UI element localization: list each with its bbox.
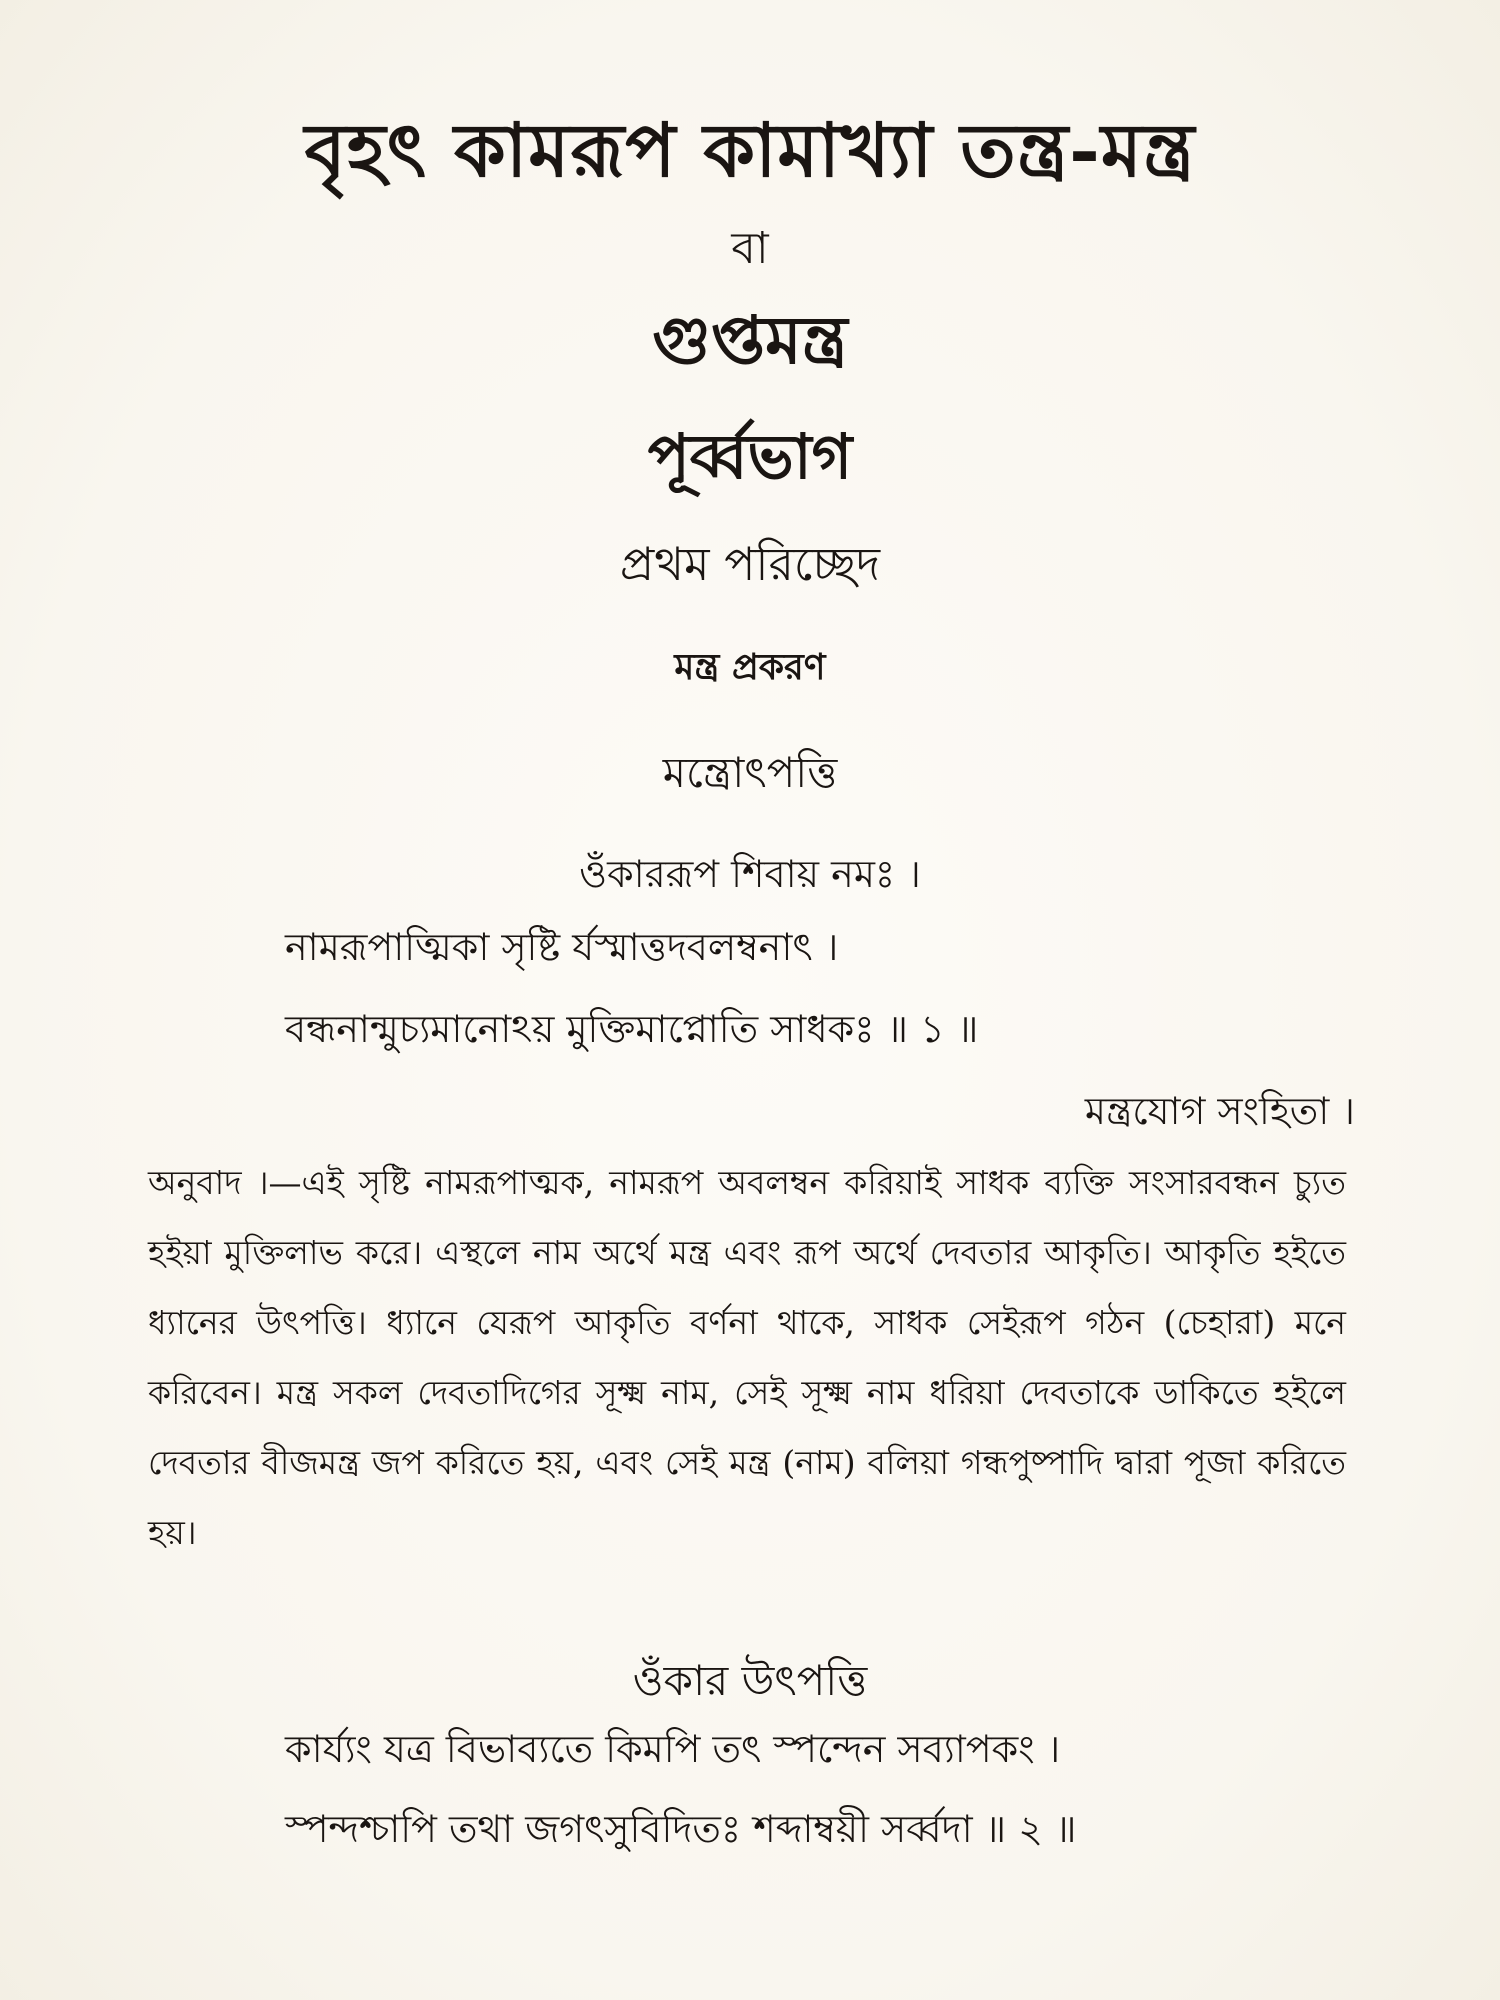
book-subtitle: গুপ্তমন্ত্র [652, 301, 848, 379]
invocation-line: ওঁকাররূপ শিবায় নমঃ । [579, 852, 921, 896]
book-title: বৃহৎ কামরূপ কামাখ্যা তন্ত্র-মন্ত্র [304, 108, 1196, 194]
chapter-heading: প্রথম পরিচ্ছেদ [619, 537, 881, 591]
translation-paragraph: অনুবাদ ।—এই সৃষ্টি নামরূপাত্মক, নামরূপ অবলম্বন করিয়াই সাধক ব্যক্তি সংসারবন্ধন চ্যুত হইয়া মুক্তিলাভ করে। এস্থলে নাম অর্থে মন্ত্র এবং রূপ অর্থে দেবতার আকৃতি। আকৃতি হইতে ধ্যানের উৎপত্তি। ধ্যানে যেরূপ আকৃতি বর্ণনা থাকে, সাধক সেইরূপ গঠন (চেহারা) মনে করিবেন। মন্ত্র সকল দেবতাদিগের সূক্ষ্ম নাম, সেই সূক্ষ্ম নাম ধরিয়া দেবতাকে ডাকিতে হইলে দেবতার বীজমন্ত্র জপ করিতে হয়, এবং সেই মন্ত্র (নাম) বলিয়া গন্ধপুষ্পাদি দ্বারা পূজা করিতে হয়। [148, 1163, 1346, 1552]
omkar-origin-heading: ওঁকার উৎপত্তি [632, 1656, 868, 1705]
verse-1-line-2: বন্ধনান্মুচ্যমানোঽয় মুক্তিমাপ্নোতি সাধকঃ ॥ ১ ॥ [285, 1007, 979, 1051]
verse-1-line-1: নামরূপাত্মিকা সৃষ্টি র্যস্মাত্তদবলম্বনাৎ । [285, 925, 839, 969]
mantra-origin-heading: মন্ত্রোৎপত্তি [662, 748, 838, 797]
verse-1-source: মন্ত্রযোগ সংহিতা । [1084, 1089, 1355, 1133]
section-heading: মন্ত্র প্রকরণ [674, 646, 826, 688]
title-connector: বা [731, 223, 769, 274]
verse-2-line-2: স্পন্দশ্চাপি তথা জগৎসুবিদিতঃ শব্দাম্বয়ী সর্ব্বদা ॥ ২ ॥ [285, 1807, 1077, 1851]
part-heading: পূর্ব্বভাগ [647, 420, 853, 493]
verse-2-line-1: কার্য্যং যত্র বিভাব্যতে কিমপি তৎ স্পন্দেন সব্যাপকং । [285, 1727, 1061, 1771]
